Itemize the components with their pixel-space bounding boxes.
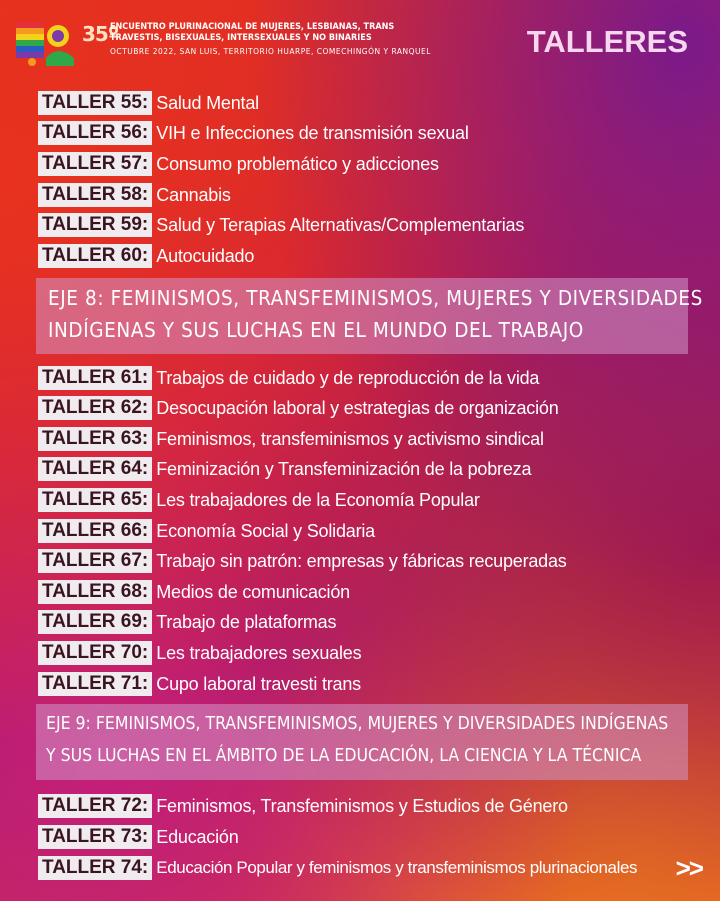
taller-row bbox=[38, 121, 469, 145]
taller-code: TALLER 69: bbox=[38, 610, 152, 634]
taller-row bbox=[38, 825, 239, 849]
taller-name: VIH e Infecciones de transmisión sexual bbox=[156, 122, 469, 143]
taller-row bbox=[38, 396, 559, 420]
taller-name: Les trabajadores de la Economía Popular bbox=[156, 489, 480, 510]
header-line-2: TRAVESTIS, BISEXUALES, INTERSEXUALES Y NO BINARIES bbox=[110, 33, 372, 43]
taller-name: Trabajo de plataformas bbox=[156, 611, 337, 632]
eje-9-heading bbox=[36, 704, 688, 780]
taller-row bbox=[38, 152, 439, 176]
taller-code: TALLER 61: bbox=[38, 366, 152, 390]
taller-code: TALLER 55: bbox=[38, 91, 152, 115]
eje-9-line-2: Y SUS LUCHAS EN EL ÁMBITO DE LA EDUCACIÓN, LA CIENCIA Y LA TÉCNICA bbox=[46, 746, 642, 766]
taller-code: TALLER 64: bbox=[38, 457, 152, 481]
taller-code: TALLER 68: bbox=[38, 580, 152, 604]
taller-code: TALLER 56: bbox=[38, 121, 152, 145]
taller-name: Salud Mental bbox=[156, 92, 259, 113]
taller-row bbox=[38, 457, 531, 481]
taller-code: TALLER 59: bbox=[38, 213, 152, 237]
taller-name: Cupo laboral travesti trans bbox=[156, 673, 361, 694]
taller-name: Economía Social y Solidaria bbox=[156, 520, 375, 541]
taller-name: Autocuidado bbox=[156, 245, 255, 266]
taller-row bbox=[38, 427, 544, 451]
taller-row bbox=[38, 794, 568, 818]
edition-number: 35º bbox=[82, 22, 119, 46]
taller-name: Educación Popular y feminismos y transfeminismos plurinacionales bbox=[156, 858, 638, 877]
taller-code: TALLER 66: bbox=[38, 519, 152, 543]
taller-name: Feminismos, Transfeminismos y Estudios de Género bbox=[156, 795, 568, 816]
taller-name: Feminismos, transfeminismos y activismo sindical bbox=[156, 428, 544, 449]
page-title: TALLERES bbox=[526, 24, 688, 59]
taller-code: TALLER 62: bbox=[38, 396, 152, 420]
taller-name: Trabajos de cuidado y de reproducción de la vida bbox=[156, 367, 540, 388]
taller-code: TALLER 71: bbox=[38, 672, 152, 696]
taller-row bbox=[38, 580, 350, 604]
taller-code: TALLER 67: bbox=[38, 549, 152, 573]
header-line-1: ENCUENTRO PLURINACIONAL DE MUJERES, LESBIANAS, TRANS bbox=[110, 22, 395, 32]
taller-row bbox=[38, 672, 361, 696]
event-logo-icon bbox=[14, 18, 78, 68]
taller-code: TALLER 57: bbox=[38, 152, 152, 176]
taller-name: Educación bbox=[156, 826, 239, 847]
next-page-arrow[interactable]: >> bbox=[675, 853, 702, 883]
taller-name: Feminización y Transfeminización de la pobreza bbox=[156, 458, 532, 479]
taller-code: TALLER 63: bbox=[38, 427, 152, 451]
taller-code: TALLER 60: bbox=[38, 244, 152, 268]
taller-code: TALLER 74: bbox=[38, 856, 152, 880]
taller-code: TALLER 73: bbox=[38, 825, 152, 849]
taller-name: Consumo problemático y adicciones bbox=[156, 153, 439, 174]
taller-code: TALLER 65: bbox=[38, 488, 152, 512]
taller-row bbox=[38, 610, 336, 634]
eje-8-heading bbox=[36, 278, 703, 354]
taller-row bbox=[38, 213, 524, 237]
event-header bbox=[110, 22, 431, 57]
taller-row bbox=[38, 244, 254, 268]
taller-code: TALLER 70: bbox=[38, 641, 152, 665]
taller-name: Salud y Terapias Alternativas/Complementarias bbox=[156, 214, 525, 235]
taller-row bbox=[38, 856, 637, 880]
eje-9-line-1: EJE 9: FEMINISMOS, TRANSFEMINISMOS, MUJERES Y DIVERSIDADES INDÍGENAS bbox=[46, 714, 669, 734]
header-date-place: OCTUBRE 2022, SAN LUIS, TERRITORIO HUARPE, COMECHINGÓN Y RANQUEL bbox=[110, 47, 431, 56]
taller-name: Medios de comunicación bbox=[156, 581, 350, 602]
taller-row bbox=[38, 549, 567, 573]
taller-row bbox=[38, 488, 480, 512]
taller-name: Les trabajadores sexuales bbox=[156, 642, 362, 663]
eje-8-line-2: INDÍGENAS Y SUS LUCHAS EN EL MUNDO DEL TRABAJO bbox=[48, 318, 584, 342]
eje-8-line-1: EJE 8: FEMINISMOS, TRANSFEMINISMOS, MUJERES Y DIVERSIDADES bbox=[48, 286, 703, 310]
taller-row bbox=[38, 641, 361, 665]
taller-name: Desocupación laboral y estrategias de organización bbox=[156, 397, 559, 418]
taller-code: TALLER 58: bbox=[38, 183, 152, 207]
taller-code: TALLER 72: bbox=[38, 794, 152, 818]
taller-row bbox=[38, 183, 231, 207]
taller-row bbox=[38, 519, 375, 543]
taller-name: Trabajo sin patrón: empresas y fábricas recuperadas bbox=[156, 550, 567, 571]
taller-name: Cannabis bbox=[156, 184, 231, 205]
taller-row bbox=[38, 91, 259, 115]
taller-row bbox=[38, 366, 539, 390]
